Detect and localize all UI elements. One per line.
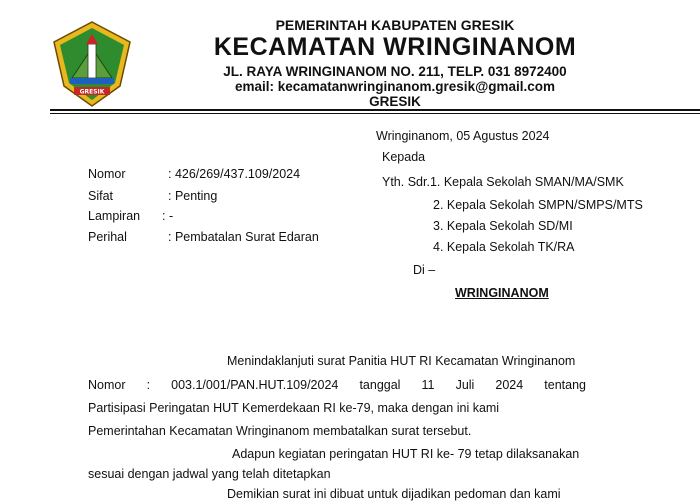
letterhead-rule-thin bbox=[50, 113, 700, 114]
logo-banner-text: GRESIK bbox=[79, 88, 105, 96]
letterhead-address: JL. RAYA WRINGINANOM NO. 211, TELP. 031 8972400 bbox=[223, 64, 567, 79]
meta-nomor-label: Nomor bbox=[88, 167, 126, 181]
recipient-place: WRINGINANOM bbox=[455, 286, 549, 300]
letterhead-rule-thick bbox=[50, 109, 700, 111]
meta-sifat-label: Sifat bbox=[88, 189, 114, 203]
meta-lampiran-value: : - bbox=[162, 209, 174, 223]
meta-nomor-value: : 426/269/437.109/2024 bbox=[168, 167, 301, 181]
meta-perihal-value: : Pembatalan Surat Edaran bbox=[168, 230, 319, 244]
body-paragraph-3-line-1: Demikian surat ini dibuat untuk dijadikan pedoman dan kami bbox=[227, 487, 561, 501]
meta-sifat-value: : Penting bbox=[168, 189, 218, 203]
recipient-item-2: 2. Kepala Sekolah SMPN/SMPS/MTS bbox=[433, 198, 643, 212]
recipient-item-1: Yth. Sdr.1. Kepala Sekolah SMAN/MA/SMK bbox=[382, 175, 624, 189]
letterhead-government: PEMERINTAH KABUPATEN GRESIK bbox=[275, 17, 515, 33]
meta-perihal-label: Perihal bbox=[88, 230, 127, 244]
recipient-item-3: 3. Kepala Sekolah SD/MI bbox=[433, 219, 573, 233]
recipient-di: Di – bbox=[413, 263, 436, 277]
body-paragraph-1-line-3: Partisipasi Peringatan HUT Kemerdekaan RI ke-79, maka dengan ini kami bbox=[88, 401, 500, 415]
body-paragraph-1-line-2: Nomor : 003.1/001/PAN.HUT.109/2024 tanggal 11 Juli 2024 tentang bbox=[88, 378, 586, 392]
letterhead-office-title: KECAMATAN WRINGINANOM bbox=[213, 33, 577, 61]
letter-date: Wringinanom, 05 Agustus 2024 bbox=[376, 129, 550, 143]
recipient-kepada: Kepada bbox=[382, 150, 426, 164]
body-paragraph-1-line-1: Menindaklanjuti surat Panitia HUT RI Kecamatan Wringinanom bbox=[227, 354, 576, 368]
letterhead-city: GRESIK bbox=[369, 94, 421, 109]
body-paragraph-2-line-2: sesuai dengan jadwal yang telah ditetapkan bbox=[88, 467, 331, 481]
letterhead-email: email: kecamatanwringinanom.gresik@gmail.com bbox=[234, 79, 556, 94]
meta-lampiran-label: Lampiran bbox=[88, 209, 141, 223]
recipient-item-4: 4. Kepala Sekolah TK/RA bbox=[433, 240, 575, 254]
body-paragraph-2-line-1: Adapun kegiatan peringatan HUT RI ke- 79 tetap dilaksanakan bbox=[232, 447, 580, 461]
body-paragraph-1-line-4: Pemerintahan Kecamatan Wringinanom membatalkan surat tersebut. bbox=[88, 424, 472, 438]
